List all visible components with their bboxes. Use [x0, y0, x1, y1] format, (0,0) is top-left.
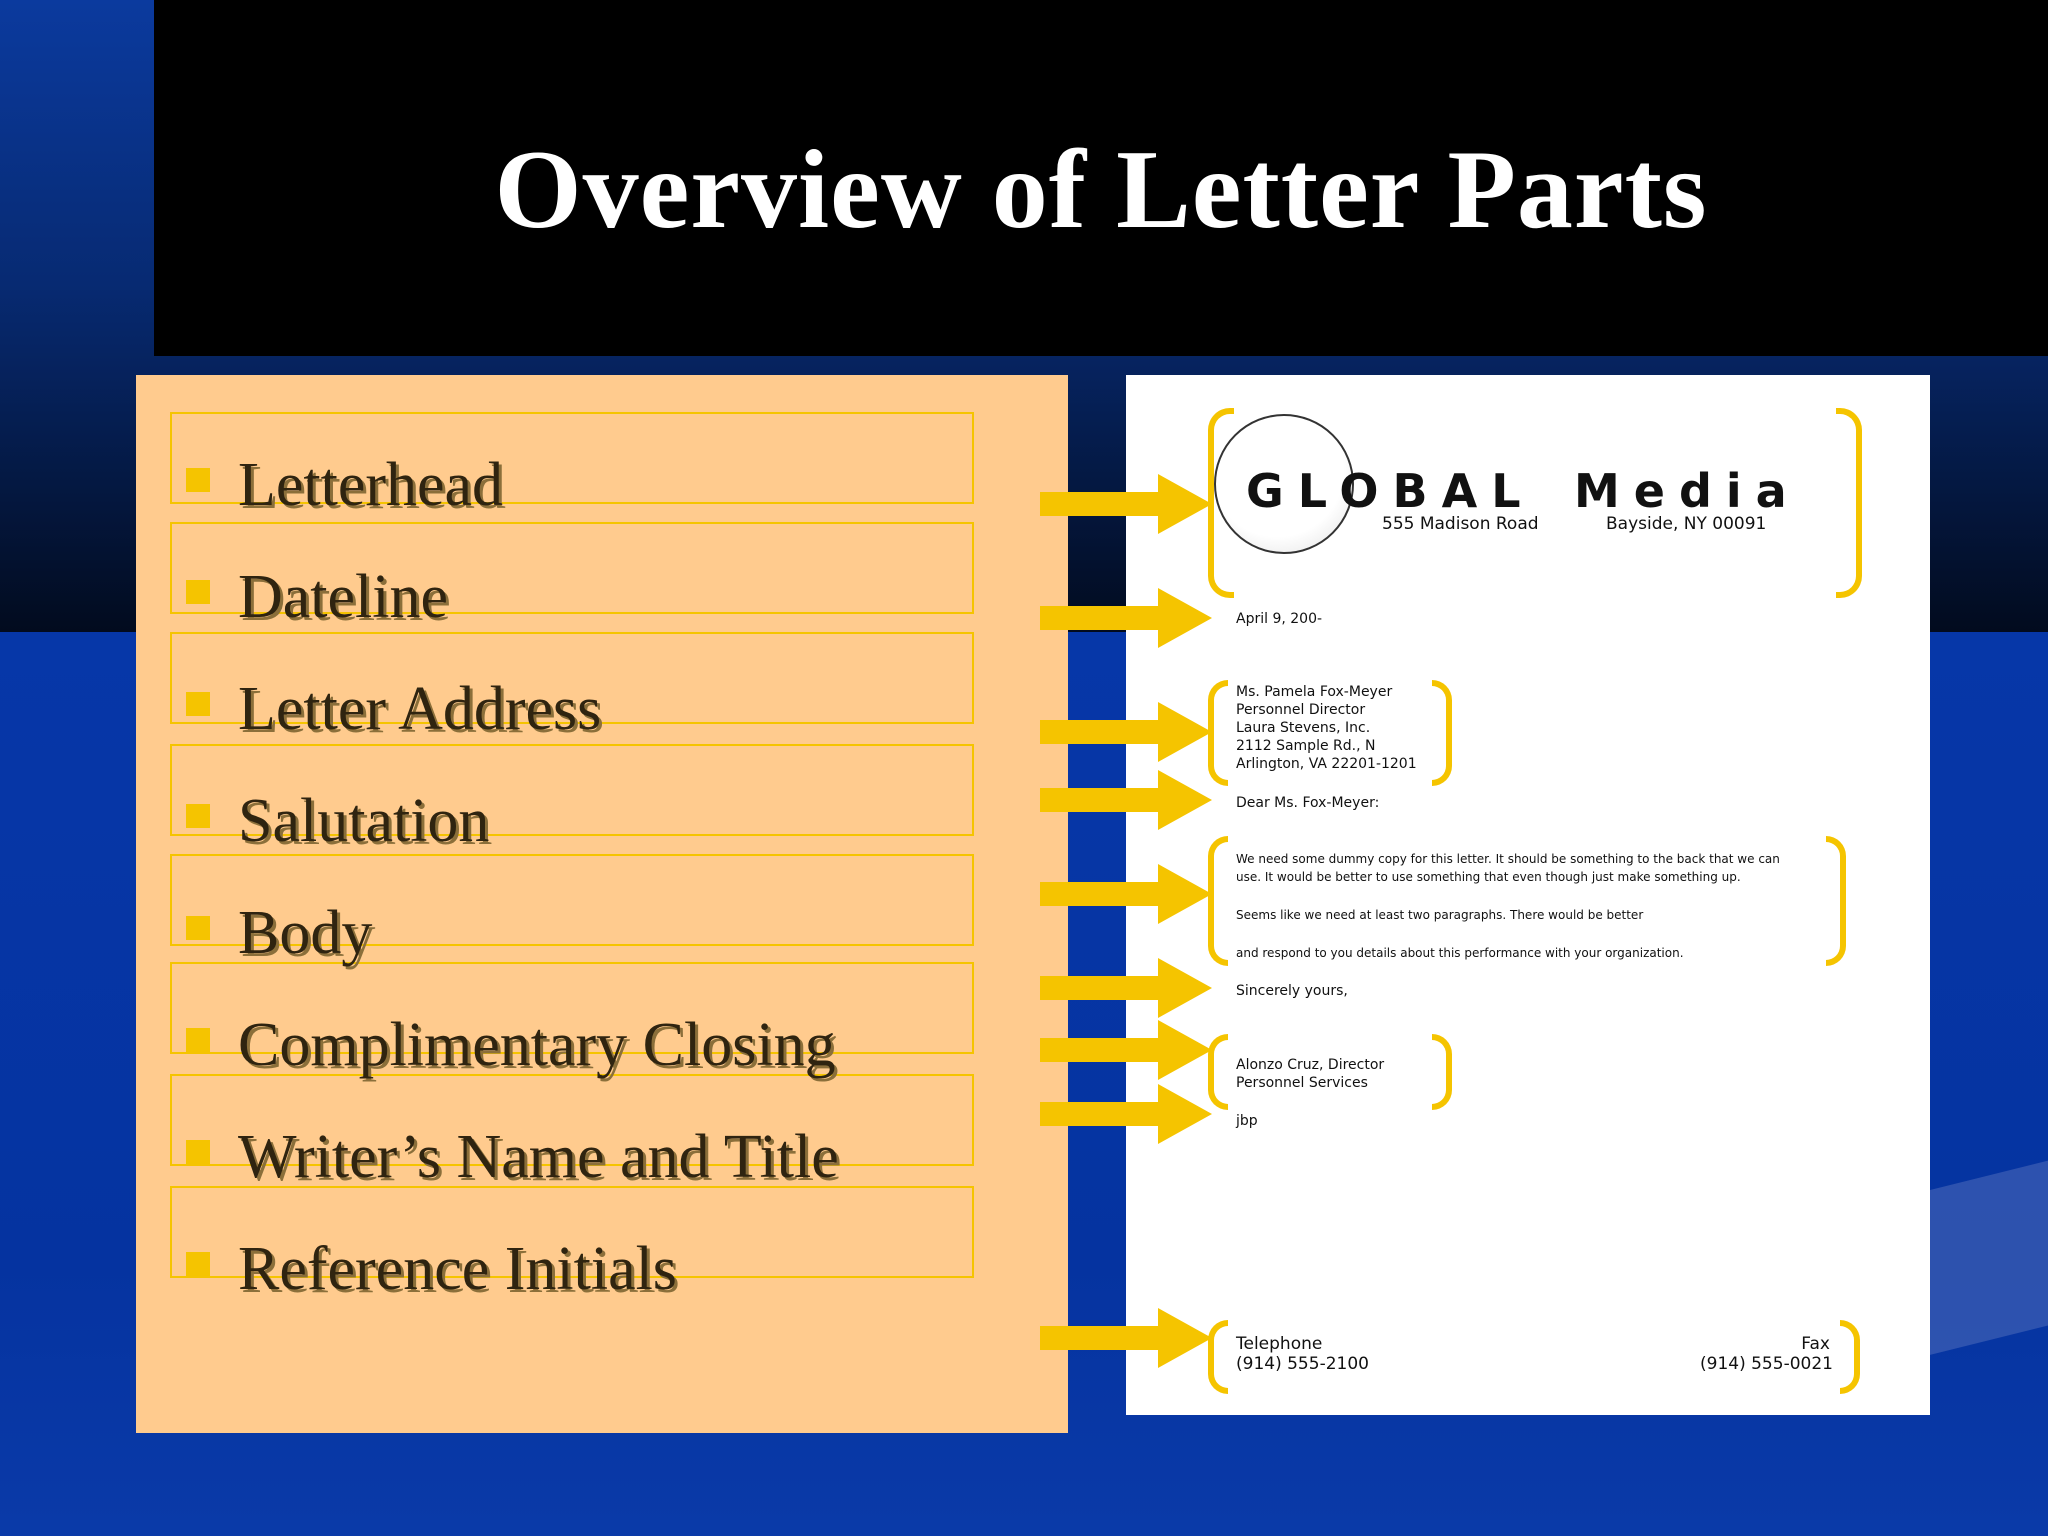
writer-title: Personnel Services	[1236, 1075, 1368, 1091]
square-bullet-icon	[186, 692, 210, 716]
right-arrow-icon	[1040, 474, 1212, 534]
square-bullet-icon	[186, 468, 210, 492]
right-arrow-icon	[1040, 958, 1212, 1018]
right-arrow-icon	[1040, 864, 1212, 924]
bracket-address-right	[1432, 680, 1452, 786]
list-item	[186, 562, 448, 662]
part-label-body: Body	[238, 899, 373, 967]
slide-title: Overview of Letter Parts	[494, 128, 1708, 252]
part-label-letterhead: Letterhead	[238, 451, 504, 519]
list-item	[186, 1122, 839, 1222]
square-bullet-icon	[186, 1252, 210, 1276]
phone-label: Telephone	[1236, 1334, 1323, 1354]
part-label-salutation: Salutation	[238, 787, 490, 855]
right-arrow-icon	[1040, 588, 1212, 648]
part-label-reference-initials: Reference Initials	[238, 1235, 677, 1303]
reference-initials: jbp	[1236, 1113, 1258, 1129]
right-arrow-icon	[1040, 1308, 1212, 1368]
part-label-letter-address: Letter Address	[238, 675, 602, 743]
letterhead-street: 555 Madison Road	[1382, 514, 1539, 534]
fax-label: Fax	[1801, 1334, 1830, 1354]
square-bullet-icon	[186, 580, 210, 604]
square-bullet-icon	[186, 916, 210, 940]
bracket-footer-right	[1840, 1320, 1860, 1394]
letterhead-city: Bayside, NY 00091	[1606, 514, 1767, 534]
list-item	[186, 674, 601, 774]
address-line: Arlington, VA 22201-1201	[1236, 756, 1417, 772]
list-item	[186, 786, 489, 886]
bracket-body-right	[1826, 836, 1846, 966]
right-arrow-icon	[1040, 702, 1212, 762]
dateline: April 9, 200-	[1236, 611, 1323, 627]
logo-company-name: GLOBAL	[1246, 464, 1535, 518]
square-bullet-icon	[186, 1140, 210, 1164]
bracket-writer-right	[1432, 1034, 1452, 1110]
body-line: use. It would be better to use something that even though just make something up.	[1236, 870, 1741, 884]
square-bullet-icon	[186, 804, 210, 828]
address-line: Laura Stevens, Inc.	[1236, 720, 1371, 736]
body-line: We need some dummy copy for this letter. It should be something to the back that we can	[1236, 852, 1780, 866]
part-label-complimentary-closing: Complimentary Closing	[238, 1011, 836, 1079]
list-item	[186, 1234, 677, 1334]
complimentary-closing: Sincerely yours,	[1236, 983, 1348, 999]
right-arrow-icon	[1040, 770, 1212, 830]
square-bullet-icon	[186, 1028, 210, 1052]
right-arrow-icon	[1040, 1020, 1212, 1080]
list-item	[186, 1010, 836, 1110]
logo-company-media: Media	[1574, 464, 1801, 518]
address-line: Ms. Pamela Fox-Meyer	[1236, 684, 1393, 700]
right-arrow-icon	[1040, 1084, 1212, 1144]
address-line: 2112 Sample Rd., N	[1236, 738, 1376, 754]
writer-name: Alonzo Cruz, Director	[1236, 1057, 1385, 1073]
bracket-letterhead-right	[1836, 408, 1862, 598]
body-line: Seems like we need at least two paragraphs. There would be better	[1236, 908, 1644, 922]
salutation: Dear Ms. Fox-Meyer:	[1236, 795, 1380, 811]
address-line: Personnel Director	[1236, 702, 1366, 718]
phone-number: (914) 555-2100	[1236, 1354, 1369, 1374]
body-line: and respond to you details about this performance with your organization.	[1236, 946, 1684, 960]
part-label-writers-name: Writer’s Name and Title	[238, 1123, 839, 1191]
list-item	[186, 450, 503, 550]
part-label-dateline: Dateline	[238, 563, 449, 631]
fax-number: (914) 555-0021	[1700, 1354, 1833, 1374]
list-item	[186, 898, 372, 998]
